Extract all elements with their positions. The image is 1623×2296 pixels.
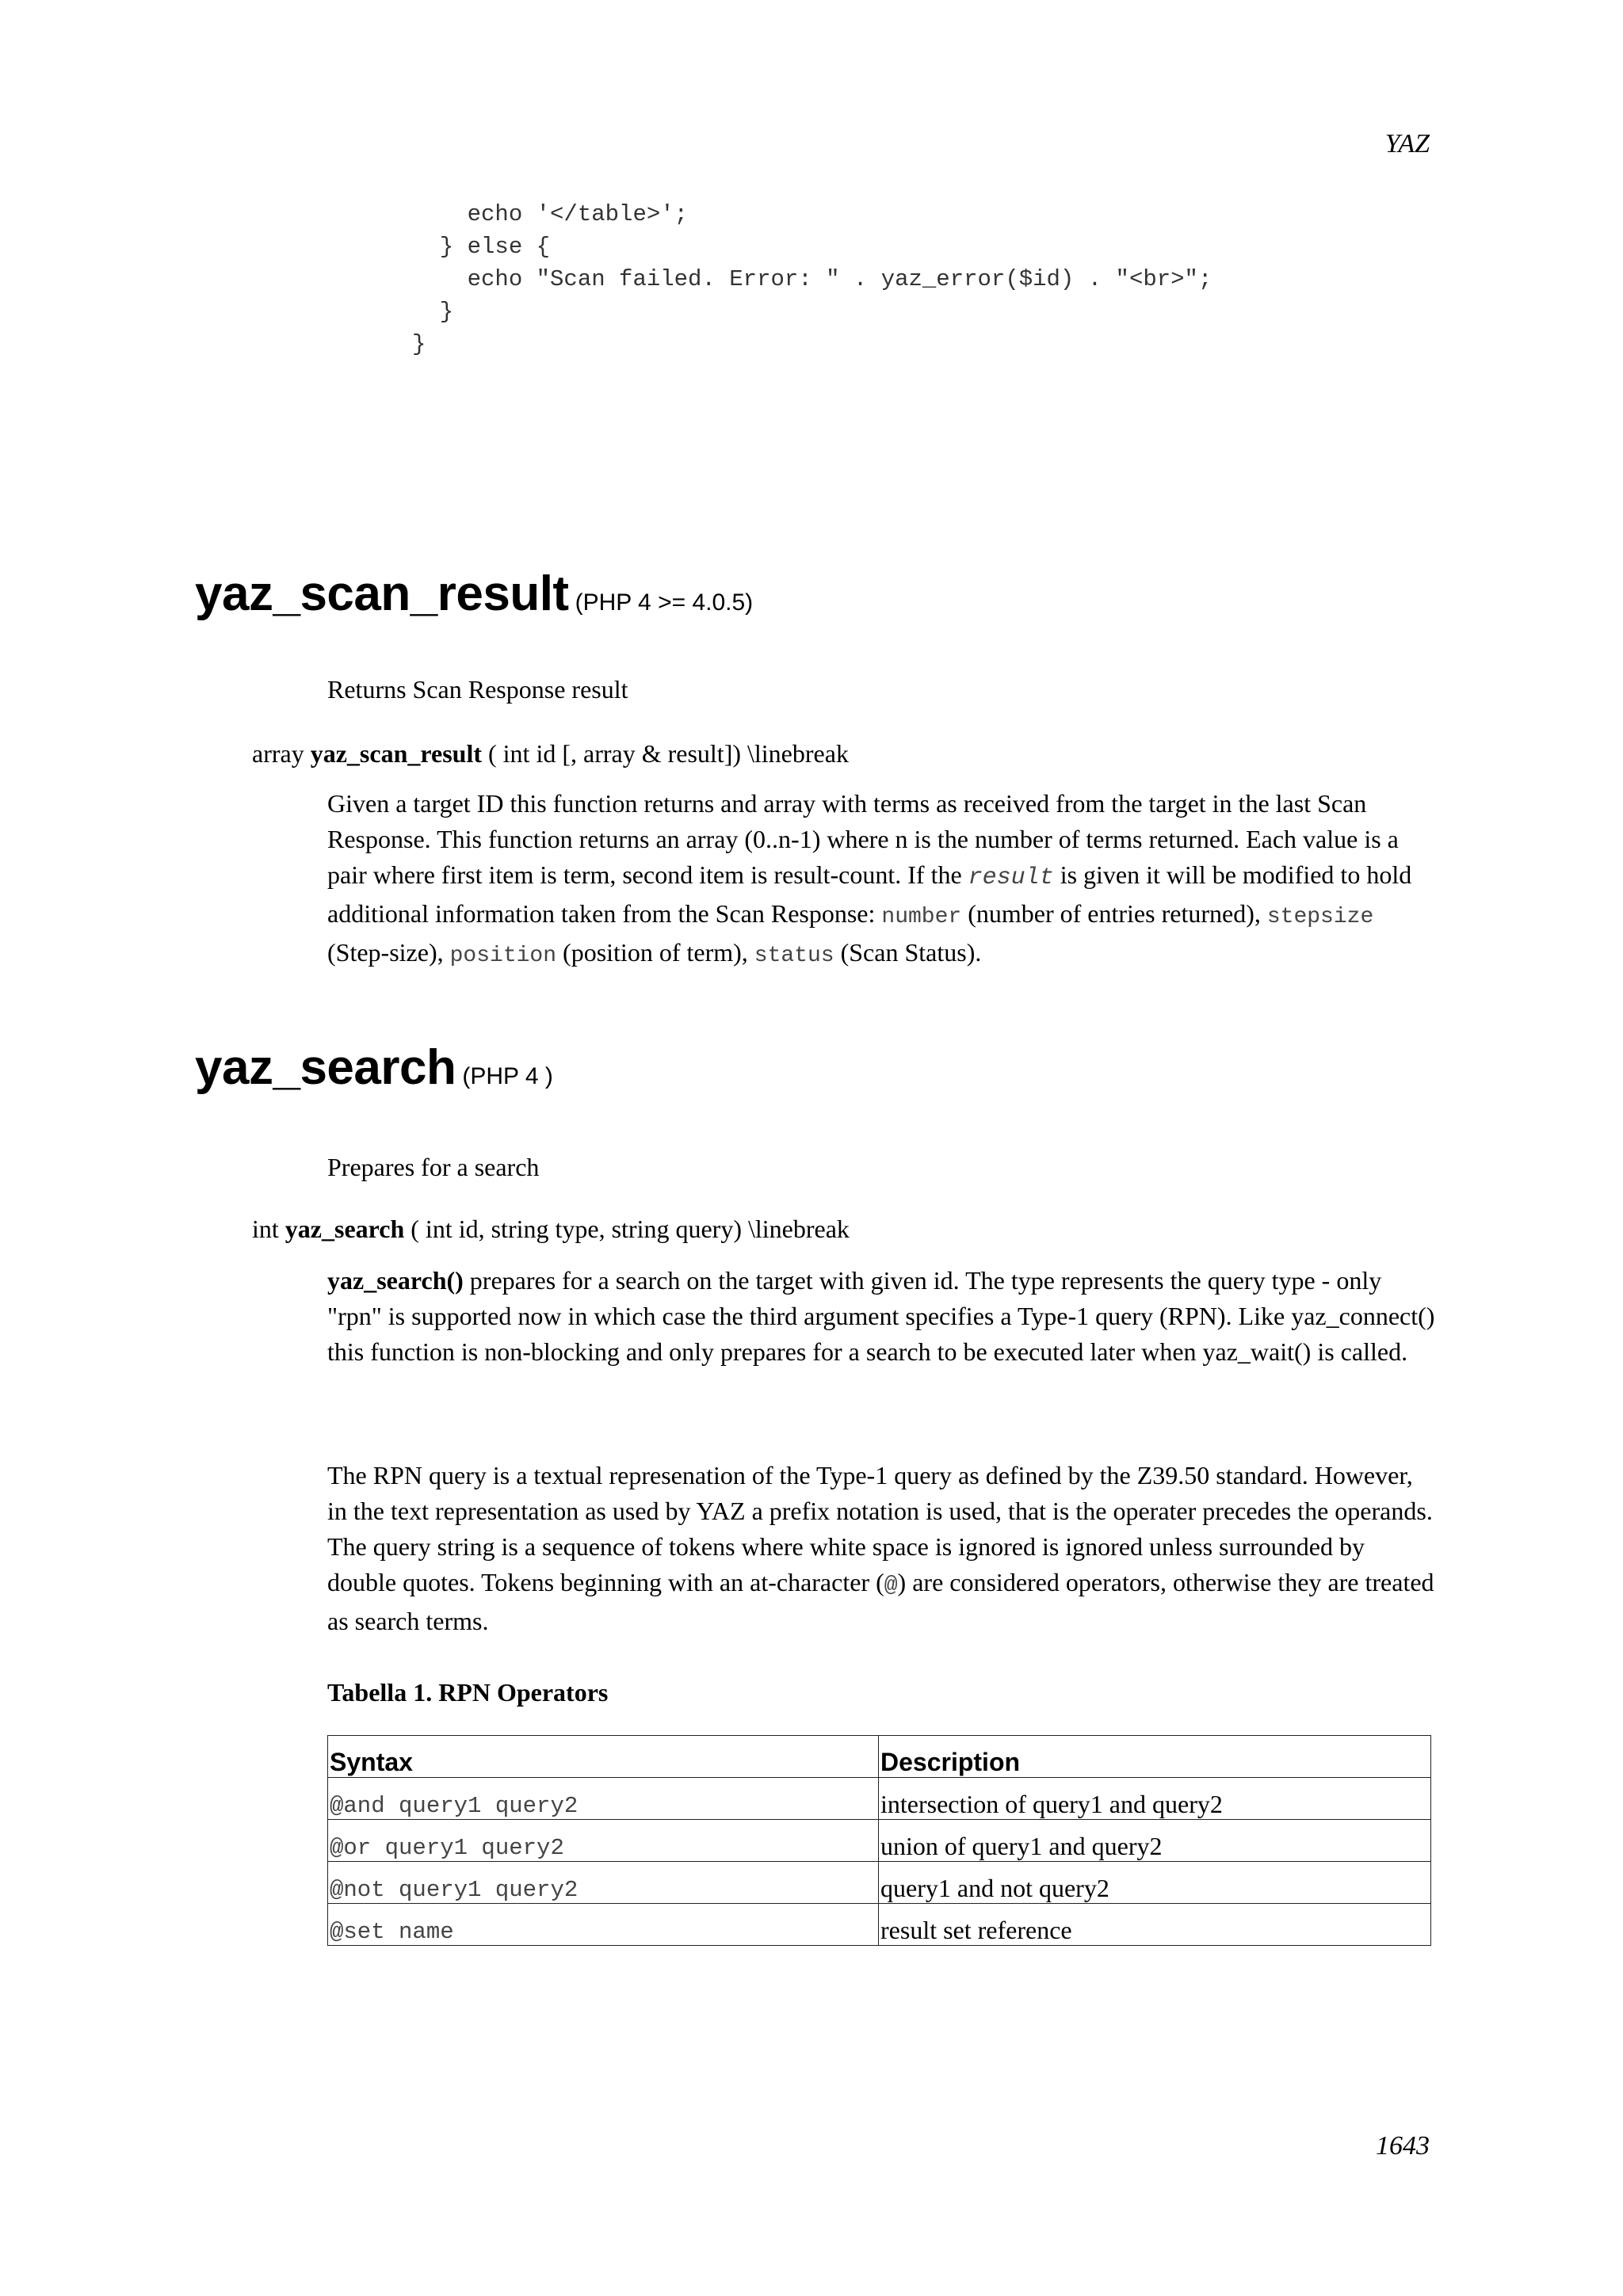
desc-text: is given it will be modified to hold additional information taken from the Scan Response: <box>327 860 1412 928</box>
description-cell: result set reference <box>879 1904 1431 1946</box>
table-row <box>328 1862 1431 1904</box>
description-cell: query1 and not query2 <box>879 1862 1431 1904</box>
function-heading-yaz-scan-result <box>195 566 753 622</box>
rpn-description <box>327 1458 1437 1639</box>
param-result: result <box>968 864 1054 891</box>
synopsis-args: ( int id, string type, string query) \linebreak <box>411 1215 850 1243</box>
function-synopsis <box>252 1215 850 1244</box>
desc-text: ) are considered operators, otherwise they are treated as search terms. <box>327 1568 1434 1635</box>
running-header: YAZ <box>1384 129 1430 158</box>
description-cell: union of query1 and query2 <box>879 1820 1431 1862</box>
function-purpose: Prepares for a search <box>327 1153 540 1181</box>
literal-stepsize: stepsize <box>1266 905 1374 929</box>
synopsis-function-name: yaz_scan_result <box>310 739 482 768</box>
syntax-cell: @not query1 query2 <box>328 1862 879 1904</box>
page-number: 1643 <box>1376 2131 1430 2161</box>
function-name: yaz_search <box>195 1040 456 1095</box>
table-row <box>328 1778 1431 1820</box>
version-note: (PHP 4 >= 4.0.5) <box>575 589 754 616</box>
table-title: Tabella 1. RPN Operators <box>327 1678 609 1707</box>
desc-text: (number of entries returned), <box>961 899 1267 928</box>
literal-position: position <box>449 944 557 968</box>
return-type: array <box>252 739 304 768</box>
table-row <box>328 1904 1431 1946</box>
column-header-syntax: Syntax <box>328 1736 879 1778</box>
syntax-cell: @and query1 query2 <box>328 1778 879 1820</box>
syntax-cell: @or query1 query2 <box>328 1820 879 1862</box>
literal-number: number <box>881 905 962 929</box>
code-block: echo '</table>'; } else { echo "Scan failed. Error: " . yaz_error($id) . "<br>"; } } <box>412 201 1212 357</box>
literal-at-character: @ <box>884 1573 898 1598</box>
desc-text: (Step-size), <box>327 938 450 967</box>
literal-status: status <box>754 944 834 968</box>
function-description <box>327 1263 1437 1370</box>
desc-function-name: yaz_search() <box>327 1266 464 1295</box>
description-cell: intersection of query1 and query2 <box>879 1778 1431 1820</box>
function-description <box>327 786 1437 974</box>
rpn-operators-table <box>327 1735 1431 1946</box>
desc-text: (position of term), <box>556 938 754 967</box>
desc-text: prepares for a search on the target with given id. The type represents the query type - only "rpn" is supported now in which case the third argument specifies a Type-1 query (RPN). Like yaz_connect() this function is non-blocking and only prepares for a search to be executed later when yaz_wait() is called. <box>327 1266 1435 1366</box>
function-name: yaz_scan_result <box>195 566 569 621</box>
synopsis-function-name: yaz_search <box>285 1215 405 1243</box>
version-note: (PHP 4 ) <box>462 1063 553 1089</box>
function-purpose: Returns Scan Response result <box>327 675 628 704</box>
function-synopsis <box>252 739 849 769</box>
desc-text: (Scan Status). <box>834 938 982 967</box>
syntax-cell: @set name <box>328 1904 879 1946</box>
desc-text: Given a target ID this function returns and array with terms as received from the target in the last Scan Response. This function returns an array (0..n-1) where n is the number of terms returned. Each value is a pair where first item is term, second item is result-count. If the <box>327 789 1399 889</box>
synopsis-args: ( int id [, array & result]) \linebreak <box>488 739 849 768</box>
table-row <box>328 1820 1431 1862</box>
function-heading-yaz-search <box>195 1039 553 1096</box>
desc-text: The RPN query is a textual represenation of the Type-1 query as defined by the Z39.50 standard. However, in the text representation as used by YAZ a prefix notation is used, that is the operater precedes the operands. The query string is a sequence of tokens where white space is ignored is ignored unless surrounded by double quotes. Tokens beginning with an at-character ( <box>327 1461 1433 1596</box>
column-header-description: Description <box>879 1736 1431 1778</box>
table-header-row <box>328 1736 1431 1778</box>
return-type: int <box>252 1215 279 1243</box>
